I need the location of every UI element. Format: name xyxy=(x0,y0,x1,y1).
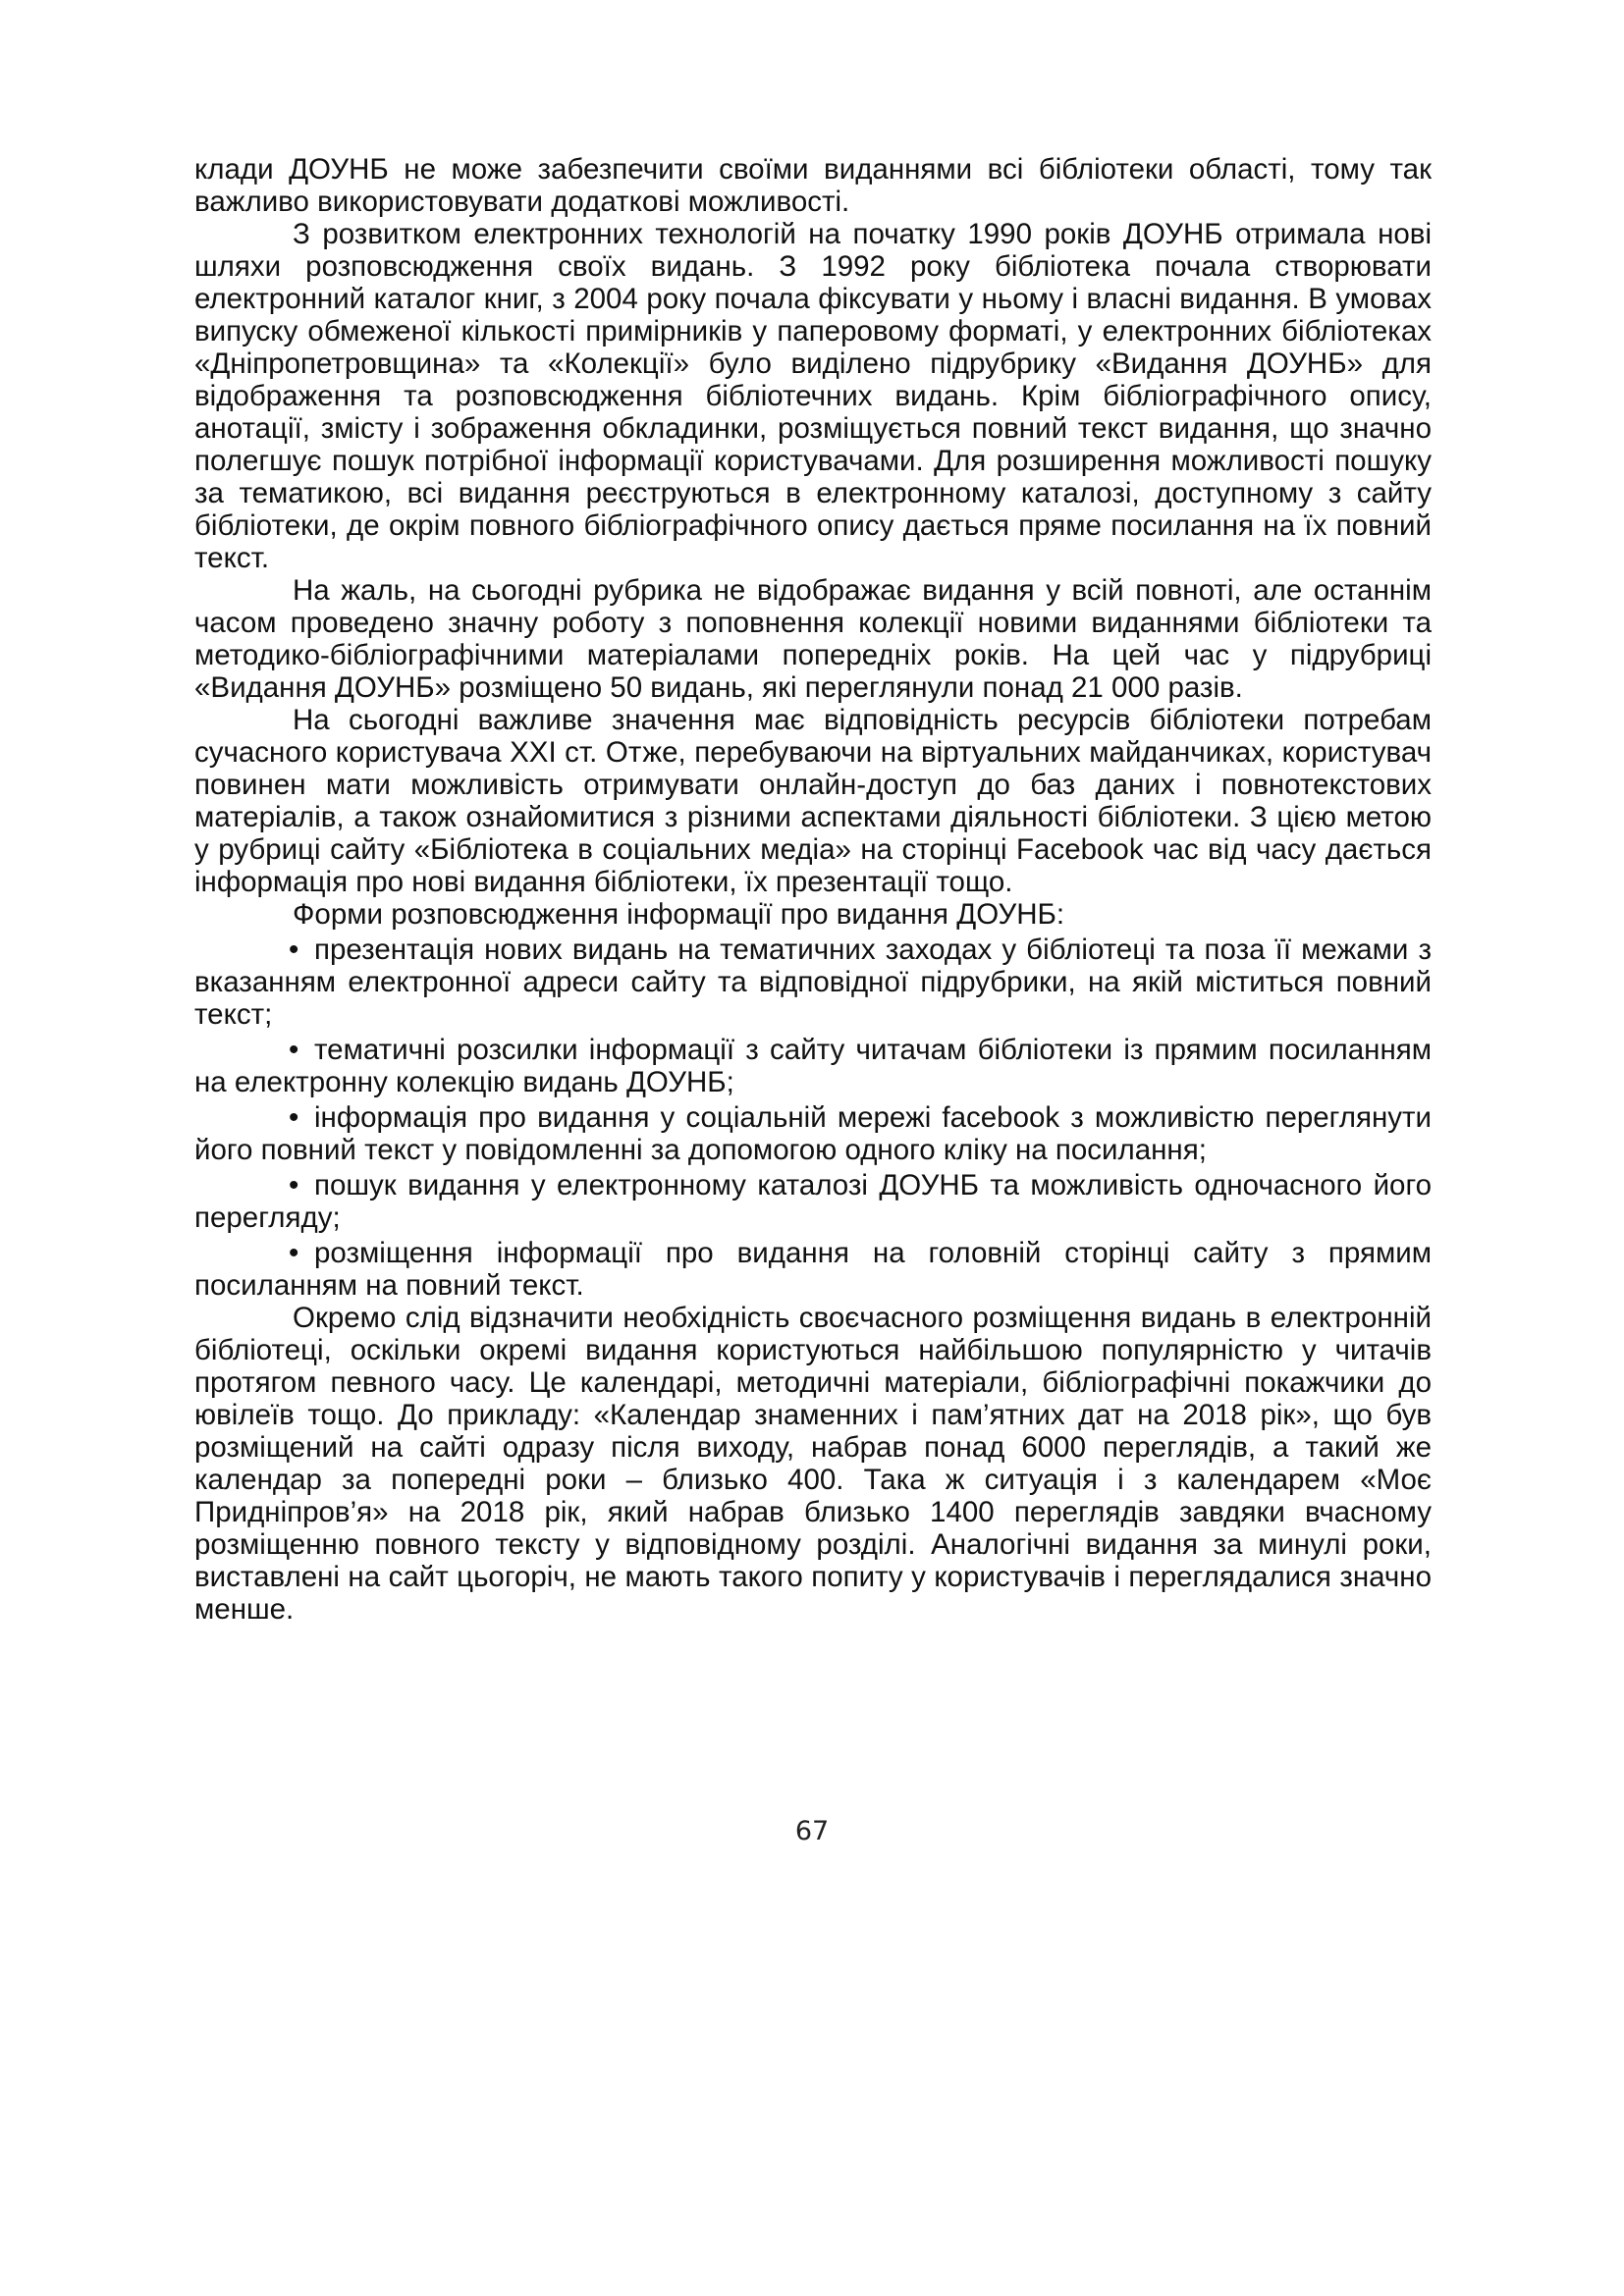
list-item xyxy=(194,1101,1432,1166)
list-item-text: пошук видання у електронному каталозі ДОУНБ та можливість одночасного його перегляду; xyxy=(194,1169,1432,1234)
bullet-icon: • xyxy=(289,1169,299,1201)
list-item-text: інформація про видання у соціальній мережі facebook з можливістю переглянути його повний текст у повідомленні за допомогою одного кліку на посилання; xyxy=(194,1101,1432,1166)
list-item xyxy=(194,1034,1432,1098)
list-item-text: розміщення інформації про видання на головній сторінці сайту з прямим посиланням на повний текст. xyxy=(194,1237,1432,1302)
paragraph-timely-placement: Окремо слід відзначити необхідність своєчасного розміщення видань в електронній бібліотеці, оскільки окремі видання користуються найбільшою популярністю у читачів протягом певного часу. Це календарі, методичні матеріали, бібліографічні покажчики до ювілеїв тощо. До прикладу: «Календар знаменних і пам’ятних дат на 2018 рік», що був розміщений на сайті одразу після виходу, набрав понад 6000 переглядів, а такий же календар за попередні роки – близько 400. Така ж ситуація і з календарем «Моє Придніпров’я» на 2018 рік, який набрав близько 1400 переглядів завдяки вчасному розміщенню повного тексту у відповідному розділі. Аналогічні видання за минулі роки, виставлені на сайт цьогоріч, не мають такого попиту у користувачів і переглядалися значно менше. xyxy=(194,1302,1432,1626)
paragraph-social-media: На сьогодні важливе значення має відповідність ресурсів бібліотеки потребам сучасного користувача XXI ст. Отже, перебуваючи на віртуальних майданчиках, користувач повинен мати можливість отримувати онлайн-доступ до баз даних і повнотекстових матеріалів, а також ознайомитися з різними аспектами діяльності бібліотеки. З цією метою у рубриці сайту «Бібліотека в соціальних медіа» на сторінці Facebook час від часу дається інформація про нові видання бібліотеки, їх презентації тощо. xyxy=(194,704,1432,898)
body-text xyxy=(194,153,1432,1626)
list-item xyxy=(194,1237,1432,1302)
bullet-icon: • xyxy=(289,1237,299,1269)
page-number: 67 xyxy=(794,1816,830,1846)
bullet-icon: • xyxy=(289,1101,299,1134)
list-item xyxy=(194,934,1432,1031)
paragraph-rubric-status: На жаль, на сьогодні рубрика не відображає видання у всій повноті, але останнім часом проведено значну роботу з поповнення колекції новими виданнями бібліотеки та методико-бібліографічними матеріалами попередніх років. На цей час у підрубриці «Видання ДОУНБ» розміщено 50 видань, які переглянули понад 21 000 разів. xyxy=(194,574,1432,704)
list-item xyxy=(194,1169,1432,1234)
paragraph-forms-intro: Форми розповсюдження інформації про видання ДОУНБ: xyxy=(293,898,1065,931)
bullet-icon: • xyxy=(289,1034,299,1066)
list-item-text: тематичні розсилки інформації з сайту читачам бібліотеки із прямим посиланням на електронну колекцію видань ДОУНБ; xyxy=(194,1034,1432,1098)
list-item-text: презентація нових видань на тематичних заходах у бібліотеці та поза її межами з вказанням електронної адреси сайту та відповідної підрубрики, на якій міститься повний текст; xyxy=(194,934,1432,1031)
bullet-icon: • xyxy=(289,934,299,966)
paragraph-continuation: клади ДОУНБ не може забезпечити своїми виданнями всі бібліотеки області, тому так важливо використовувати додаткові можливості. xyxy=(194,153,1432,218)
paragraph-electronic-technologies: З розвитком електронних технологій на початку 1990 років ДОУНБ отримала нові шляхи розповсюдження своїх видань. З 1992 року бібліотека почала створювати електронний каталог книг, з 2004 року почала фіксувати у ньому і власні видання. В умовах випуску обмеженої кількості примірників у паперовому форматі, у електронних бібліотеках «Дніпропетровщина» та «Колекції» було виділено підрубрику «Видання ДОУНБ» для відображення та розповсюдження бібліотечних видань. Крім бібліографічного опису, анотації, змісту і зображення обкладинки, розміщується повний текст видання, що значно полегшує пошук потрібної інформації користувачами. Для розширення можливості пошуку за тематикою, всі видання реєструються в електронному каталозі, доступному з сайту бібліотеки, де окрім повного бібліографічного опису дається пряме посилання на їх повний текст. xyxy=(194,218,1432,574)
